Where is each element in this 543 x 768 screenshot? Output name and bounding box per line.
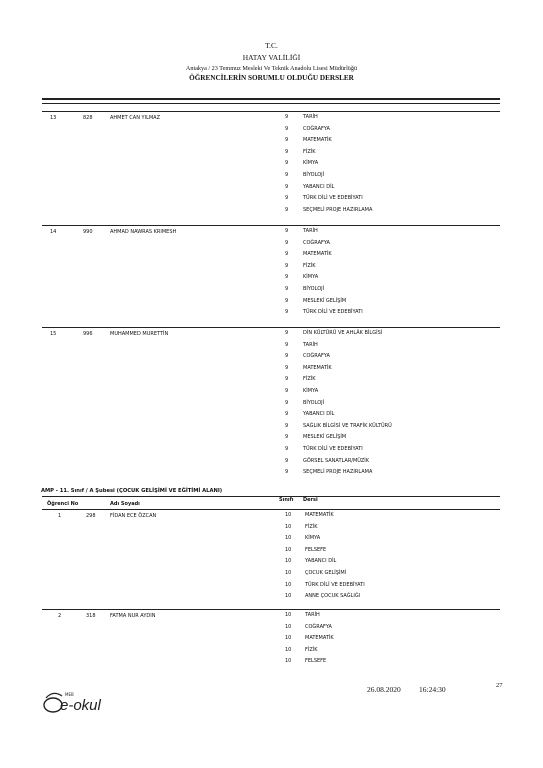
course-name: KİMYA — [305, 535, 321, 542]
student-school-number: 318 — [86, 613, 96, 619]
course-name: KİMYA — [303, 274, 319, 281]
student-separator — [42, 225, 500, 226]
course-name: ÇOCUK GELİŞİMİ — [305, 570, 347, 576]
course-name: FİZİK — [303, 262, 316, 269]
course-class: 9 — [285, 469, 289, 476]
course-class: 10 — [285, 593, 292, 600]
header-tc: T.C. — [265, 41, 278, 50]
course-class: 10 — [285, 623, 292, 630]
course-class: 9 — [285, 330, 289, 336]
col-name: Adı Soyadı — [110, 501, 140, 507]
course-class: 9 — [285, 422, 289, 429]
course-class: 10 — [285, 535, 292, 542]
course-name: TARİH — [303, 114, 318, 120]
student-row-number: 2 — [58, 613, 62, 619]
course-name: FELSEFE — [305, 546, 327, 553]
course-name: MATEMATİK — [303, 364, 332, 371]
student-name: FATMA NUR AYDIN — [110, 613, 156, 619]
course-name: TARİH — [303, 228, 318, 234]
course-name: SEÇMELİ PROJE HAZIRLAMA — [303, 206, 373, 213]
student-row-number: 14 — [50, 229, 57, 235]
course-name: TARİH — [303, 341, 318, 348]
course-name: FİZİK — [305, 646, 318, 653]
course-class: 10 — [285, 512, 292, 518]
course-class: 9 — [285, 172, 289, 178]
course-name: COĞRAFYA — [303, 353, 330, 360]
course-class: 9 — [285, 341, 289, 348]
course-name: COĞRAFYA — [303, 239, 330, 246]
course-class: 10 — [285, 570, 292, 576]
course-class: 10 — [285, 558, 292, 565]
student-name: FİDAN ECE ÖZCAN — [110, 513, 157, 519]
course-class: 9 — [285, 251, 289, 258]
course-name: YABANCI DİL — [303, 183, 335, 190]
header-rule — [42, 98, 500, 100]
course-class: 10 — [285, 612, 292, 618]
course-class: 9 — [285, 114, 289, 120]
course-name: FİZİK — [305, 523, 318, 530]
course-name: COĞRAFYA — [305, 623, 332, 630]
course-class: 10 — [285, 635, 292, 642]
course-class: 10 — [285, 581, 292, 588]
course-class: 9 — [285, 309, 289, 316]
course-name: TÜRK DİLİ VE EDEBİYATI — [305, 581, 365, 588]
course-class: 9 — [285, 364, 289, 371]
logo-e-okul-text: e-okul — [60, 697, 101, 714]
course-name: SAĞLIK BİLGİSİ VE TRAFİK KÜLTÜRÜ — [303, 422, 392, 429]
header-school: Antakya / 23 Temmuz Mesleki Ve Teknik Anadolu Lisesi Müdürlüğü — [185, 65, 358, 72]
course-class: 9 — [285, 434, 289, 441]
print-date: 26.08.2020 — [367, 685, 401, 694]
course-class: 9 — [285, 160, 289, 167]
course-name: MATEMATİK — [305, 635, 334, 642]
course-class: 10 — [285, 546, 292, 553]
course-name: TARİH — [305, 612, 320, 618]
course-class: 9 — [285, 388, 289, 394]
student-separator — [42, 609, 500, 610]
course-name: BİYOLOJİ — [303, 399, 325, 406]
student-separator — [42, 327, 500, 328]
course-name: KİMYA — [303, 160, 319, 167]
logo-meb-text: MEB — [65, 692, 74, 697]
col-student-no: Öğrenci No — [47, 501, 79, 507]
student-separator — [42, 509, 500, 510]
course-class: 9 — [285, 148, 289, 155]
course-name: SEÇMELİ PROJE HAZIRLAMA — [303, 469, 373, 476]
course-class: 10 — [285, 523, 292, 530]
course-class: 9 — [285, 262, 289, 269]
header-governorship: HATAY VALİLİĞİ — [242, 53, 301, 62]
course-class: 9 — [285, 195, 289, 202]
course-class: 9 — [285, 297, 289, 304]
student-name: MUHAMMED MURETTİN — [110, 331, 169, 337]
course-name: DİN KÜLTÜRÜ VE AHLÂK BİLGİSİ — [303, 330, 383, 336]
course-name: MESLEKİ GELİŞİM — [303, 297, 347, 304]
course-name: FİZİK — [303, 376, 316, 383]
header-rule-thin — [42, 103, 500, 104]
course-name: BİYOLOJİ — [303, 172, 325, 178]
page-title: ÖĞRENCİLERİN SORUMLU OLDUĞU DERSLER — [189, 74, 354, 82]
course-name: MATEMATİK — [305, 512, 334, 518]
course-name: FİZİK — [303, 148, 316, 155]
course-class: 9 — [285, 228, 289, 234]
course-name: TÜRK DİLİ VE EDEBİYATI — [303, 446, 363, 452]
section-rule — [42, 496, 500, 497]
course-class: 9 — [285, 399, 289, 406]
student-name: AHMET CAN YILMAZ — [110, 115, 161, 121]
course-class: 9 — [285, 411, 289, 418]
student-school-number: 828 — [83, 115, 93, 121]
course-name: MATEMATİK — [303, 137, 332, 144]
student-school-number: 996 — [83, 331, 93, 337]
course-class: 10 — [285, 646, 292, 653]
course-class: 9 — [285, 274, 289, 281]
course-name: YABANCI DİL — [303, 411, 335, 418]
print-time: 16:24:30 — [419, 685, 446, 694]
course-name: MATEMATİK — [303, 251, 332, 258]
course-name: ANNE ÇOCUK SAĞLIĞI — [305, 593, 361, 600]
student-name: AHMAD NAWRAS KRIMESH — [110, 229, 177, 235]
course-class: 9 — [285, 376, 289, 383]
course-name: GÖRSEL SANATLAR/MÜZİK — [303, 457, 370, 464]
course-name: FELSEFE — [305, 658, 327, 665]
course-class: 9 — [285, 353, 289, 360]
student-school-number: 990 — [83, 229, 93, 235]
course-name: YABANCI DİL — [305, 558, 337, 565]
course-name: MESLEKİ GELİŞİM — [303, 434, 347, 441]
student-row-number: 15 — [50, 331, 57, 337]
student-row-number: 13 — [50, 115, 57, 121]
course-class: 9 — [285, 137, 289, 144]
course-class: 9 — [285, 286, 289, 292]
course-class: 9 — [285, 125, 289, 132]
col-class: Sınıfı — [279, 497, 294, 503]
course-name: TÜRK DİLİ VE EDEBİYATI — [303, 195, 363, 202]
course-class: 9 — [285, 457, 289, 464]
student-row-number: 1 — [58, 513, 62, 519]
e-okul-logo — [40, 688, 120, 718]
course-name: KİMYA — [303, 388, 319, 394]
course-class: 9 — [285, 206, 289, 213]
course-name: TÜRK DİLİ VE EDEBİYATI — [303, 309, 363, 316]
section-title: AMP - 11. Sınıf / A Şubesi (ÇOCUK GELİŞİMİ VE EĞİTİMİ ALANI) — [41, 488, 223, 494]
course-class: 9 — [285, 446, 289, 452]
col-course: Dersi — [303, 497, 318, 503]
student-separator — [42, 111, 500, 112]
student-school-number: 298 — [86, 513, 96, 519]
course-class: 10 — [285, 658, 292, 665]
page-number: 27 — [496, 682, 503, 689]
course-name: COĞRAFYA — [303, 125, 330, 132]
course-class: 9 — [285, 239, 289, 246]
course-name: BİYOLOJİ — [303, 286, 325, 292]
course-class: 9 — [285, 183, 289, 190]
